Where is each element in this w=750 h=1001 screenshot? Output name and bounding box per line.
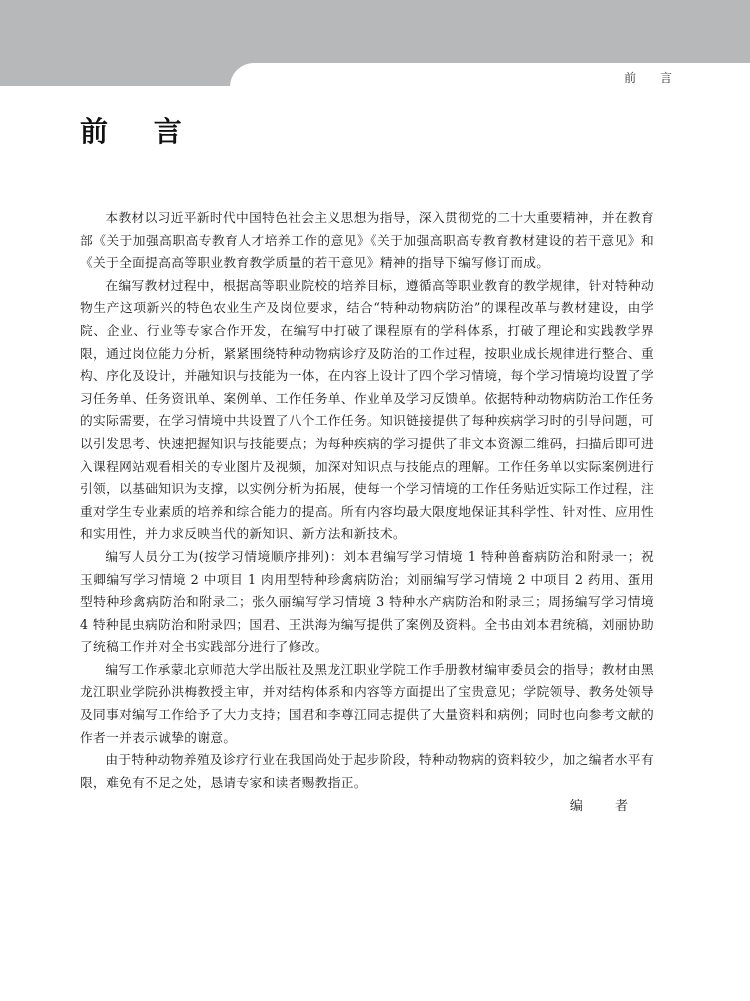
running-head: 前 言: [624, 71, 682, 85]
signature: 编 者: [569, 799, 642, 814]
preface-body: [80, 207, 654, 794]
paragraph: 本教材以习近平新时代中国特色社会主义思想为指导，深入贯彻党的二十大重要精神，并在教育部《关于加强高职高专教育人才培养工作的意见》《关于加强高职高专教育教材建设的若干意见》和《关于全面提高高等职业教育教学质量的若干意见》精神的指导下编写修订而成。: [80, 210, 654, 271]
page-title: 前 言: [80, 115, 200, 148]
paragraph: 编写人员分工为(按学习情境顺序排列)：刘本君编写学习情境 1 特种兽畜病防治和附录一；祝玉卿编写学习情境 2 中项目 1 肉用型特种珍禽病防治；刘丽编写学习情境 2 中项目 2 药用、蛋用型特种珍禽病防治和附录二；张久丽编写学习情境 3 特种水产病防治和附录三；周扬编写学习情境 4 特种昆虫病防治和附录四；国君、王洪海为编写提供了案例及资料。全书由刘本君统稿，刘丽协助了统稿工作并对全书实践部分进行了修改。: [80, 548, 654, 655]
paragraph: 由于特种动物养殖及诊疗行业在我国尚处于起步阶段，特种动物病的资料较少，加之编者水平有限，难免有不足之处，恳请专家和读者赐教指正。: [80, 752, 654, 790]
paragraph: 编写工作承蒙北京师范大学出版社及黑龙江职业学院工作手册教材编审委员会的指导；教材由黑龙江职业学院孙洪梅教授主审，并对结构体系和内容等方面提出了宝贵意见；学院领导、教务处领导及同事对编写工作给予了大力支持；国君和李尊江同志提供了大量资料和病例；同时也向参考文献的作者一并表示诚挚的谢意。: [80, 661, 654, 745]
paragraph: 在编写教材过程中，根据高等职业院校的培养目标，遵循高等职业教育的教学规律，针对特种动物生产这项新兴的特色农业生产及岗位要求，结合“特种动物病防治”的课程改革与教材建设，由学院、企业、行业等专家合作开发，在编写中打破了课程原有的学科体系，打破了理论和实践教学界限，通过岗位能力分析，紧紧围绕特种动物病诊疗及防治的工作过程，按职业成长规律进行整合、重构、序化及设计，并融知识与技能为一体，在内容上设计了四个学习情境，每个学习情境均设置了学习任务单、任务资讯单、案例单、工作任务单、作业单及学习反馈单。依据特种动物病防治工作任务的实际需要，在学习情境中共设置了八个工作任务。知识链接提供了每种疾病学习时的引导问题，可以引发思考、快速把握知识与技能要点；为每种疾病的学习提供了非文本资源二维码，扫描后即可进入课程网站观看相关的专业图片及视频，加深对知识点与技能点的理解。工作任务单以实际案例进行引领，以基础知识为支撑，以实例分析为拓展，使每一个学习情境的工作任务贴近实际工作过程，注重对学生专业素质的培养和综合能力的提高。所有内容均最大限度地保证其科学性、针对性、应用性和实用性，并力求反映当代的新知识、新方法和新技术。: [80, 277, 654, 542]
